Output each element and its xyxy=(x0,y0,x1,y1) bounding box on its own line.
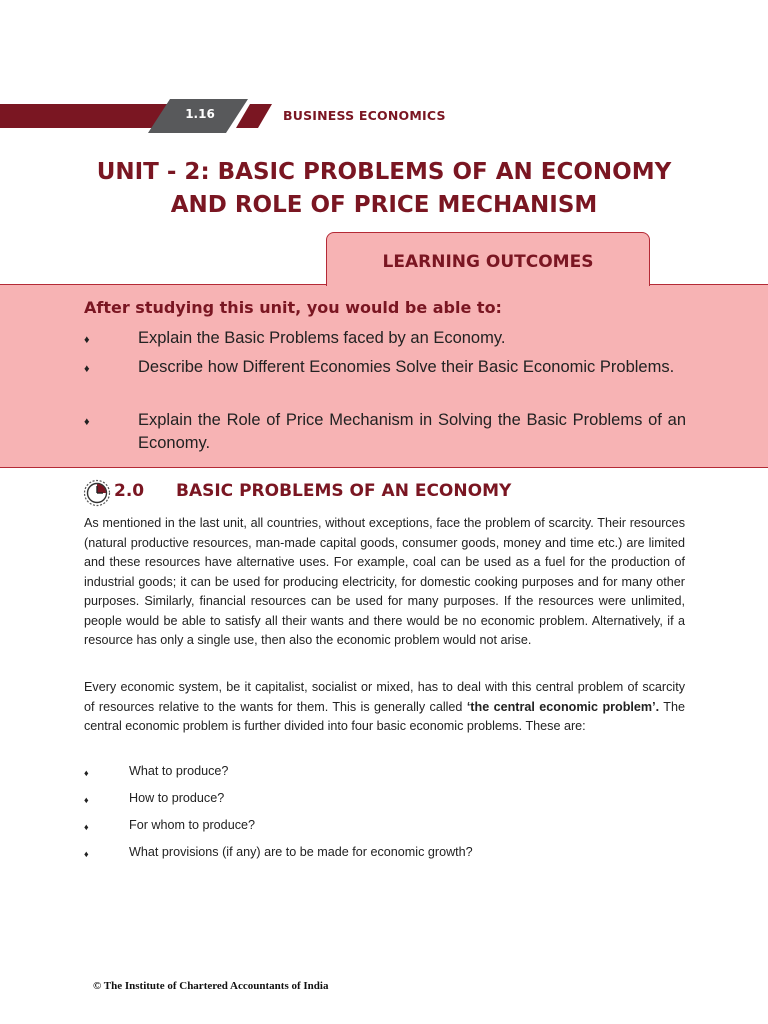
bullet-icon: ♦ xyxy=(84,334,90,346)
bullet-icon: ♦ xyxy=(84,849,89,859)
question-item: For whom to produce? xyxy=(129,818,255,832)
bullet-icon: ♦ xyxy=(84,795,89,805)
section-number: 2.0 xyxy=(114,481,145,501)
paragraph-text: The central economic problem is further divided into four basic economic problems. These are: xyxy=(84,699,686,733)
header-band-right xyxy=(236,104,272,128)
question-item: How to produce? xyxy=(129,791,225,805)
unit-title xyxy=(40,156,728,222)
running-header: BUSINESS ECONOMICS xyxy=(283,108,446,123)
paragraph-text: Every economic system, be it capitalist, socialist or mixed, has to deal with this central problem of scarcity of resources relative to the wants for them. This is generally called xyxy=(84,680,685,714)
outcome-item: Explain the Basic Problems faced by an Economy. xyxy=(138,329,506,347)
learning-outcomes-title: LEARNING OUTCOMES xyxy=(382,252,594,272)
unit-title-line1: UNIT - 2: BASIC PROBLEMS OF AN ECONOMY xyxy=(96,159,672,185)
section-title: BASIC PROBLEMS OF AN ECONOMY xyxy=(176,481,512,501)
paragraph: As mentioned in the last unit, all countries, without exceptions, face the problem of scarcity. Their resources (natural productive resources, man-made capital goods, consumer goods, money and time etc.) are limited and these resources have alternative uses. For example, coal can be used as a fuel for the production of industrial goods; it can be used for producing electricity, for domestic cooking purposes and for many other purposes. Similarly, financial resources can be used for many purposes. If the resources were unlimited, people would be able to satisfy all their wants and there would be no economic problem. Alternatively, if a resource has only a single use, then also the economic problem would not arise. xyxy=(84,516,685,647)
page-number: 1.16 xyxy=(185,107,215,121)
tab-joint xyxy=(327,283,649,286)
bullet-icon: ♦ xyxy=(84,768,89,778)
question-item: What to produce? xyxy=(129,764,229,778)
bullet-icon: ♦ xyxy=(84,416,90,428)
bullet-icon: ♦ xyxy=(84,363,90,375)
paragraph xyxy=(84,678,685,737)
learning-outcomes-intro: After studying this unit, you would be able to: xyxy=(84,298,502,317)
bullet-icon: ♦ xyxy=(84,822,89,832)
key-term: ‘the central economic problem’. xyxy=(466,699,660,714)
copyright-footer: © The Institute of Chartered Accountants of India xyxy=(93,980,329,992)
clock-icon xyxy=(83,479,111,507)
question-item: What provisions (if any) are to be made for economic growth? xyxy=(129,845,473,859)
outcome-item: Explain the Role of Price Mechanism in Solving the Basic Problems of an Economy. xyxy=(138,411,686,452)
outcome-item: Describe how Different Economies Solve their Basic Economic Problems. xyxy=(138,358,675,376)
unit-title-line2: AND ROLE OF PRICE MECHANISM xyxy=(170,192,598,218)
